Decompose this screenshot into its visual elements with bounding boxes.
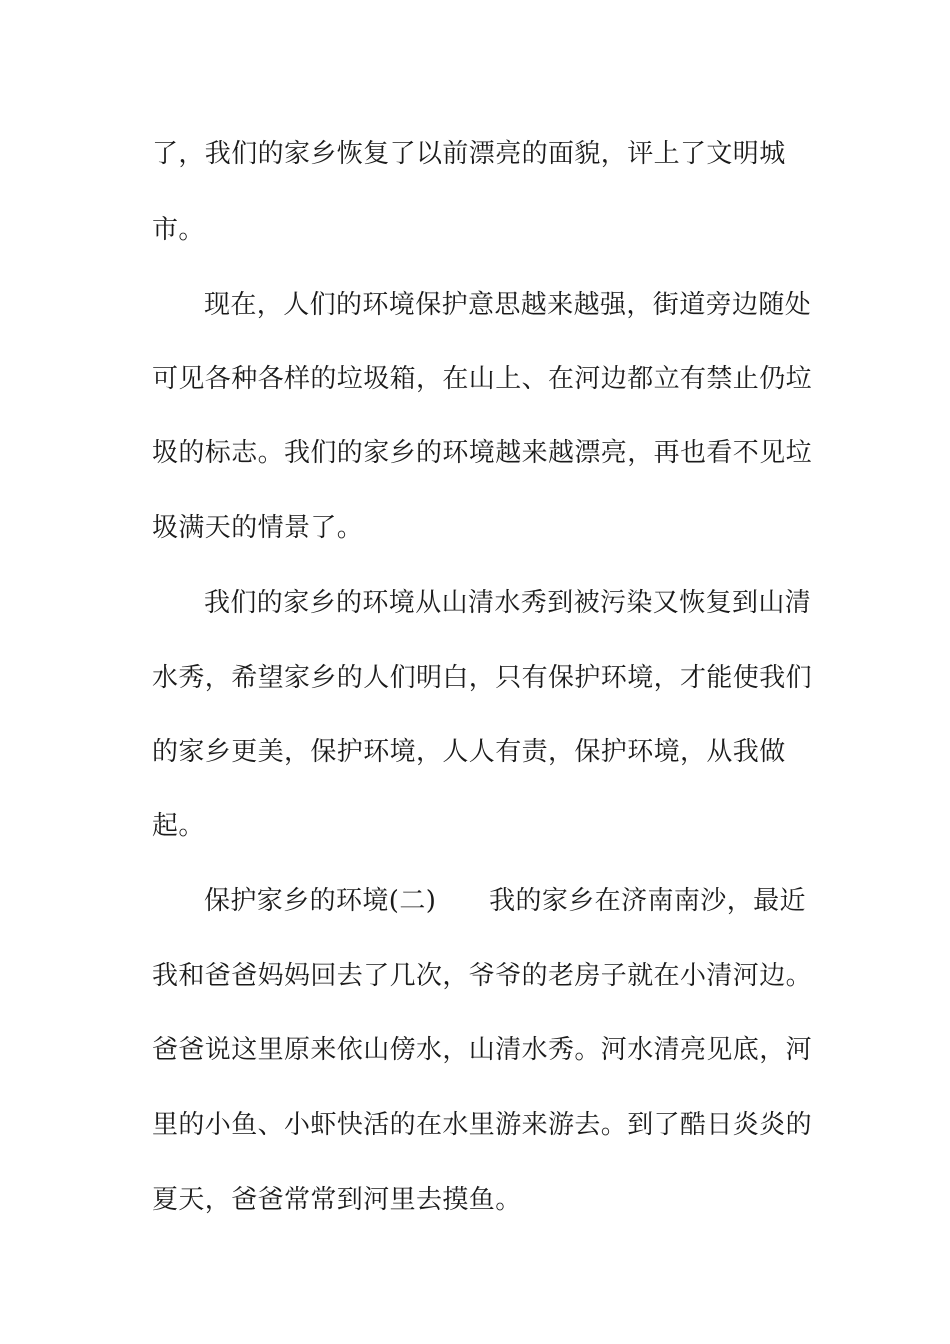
text-line: 可见各种各样的垃圾箱，在山上、在河边都立有禁止仍垃 — [152, 364, 813, 394]
text-line: 了，我们的家乡恢复了以前漂亮的面貌，评上了文明城 — [152, 139, 786, 169]
paragraph-first-line: 我们的家乡的环境从山清水秀到被污染又恢复到山清 — [204, 588, 812, 618]
text-line: 爸爸说这里原来依山傍水，山清水秀。河水清亮见底，河 — [152, 1035, 813, 1065]
paragraph-first-line: 现在，人们的环境保护意思越来越强，街道旁边随处 — [204, 290, 812, 320]
text-line: 水秀，希望家乡的人们明白，只有保护环境，才能使我们 — [152, 663, 813, 693]
text-line: 市。 — [152, 215, 205, 245]
text-line: 圾满天的情景了。 — [152, 513, 364, 543]
paragraph-first-line: 保护家乡的环境(二) 我的家乡在济南南沙，最近 — [204, 886, 806, 916]
text-line: 夏天，爸爸常常到河里去摸鱼。 — [152, 1185, 522, 1215]
text-line: 里的小鱼、小虾快活的在水里游来游去。到了酷日炎炎的 — [152, 1110, 813, 1140]
text-line: 圾的标志。我们的家乡的环境越来越漂亮，再也看不见垃 — [152, 438, 813, 468]
text-line: 我和爸爸妈妈回去了几次，爷爷的老房子就在小清河边。 — [152, 961, 813, 991]
text-line: 的家乡更美，保护环境，人人有责，保护环境，从我做 — [152, 737, 786, 767]
text-line: 起。 — [152, 811, 205, 841]
